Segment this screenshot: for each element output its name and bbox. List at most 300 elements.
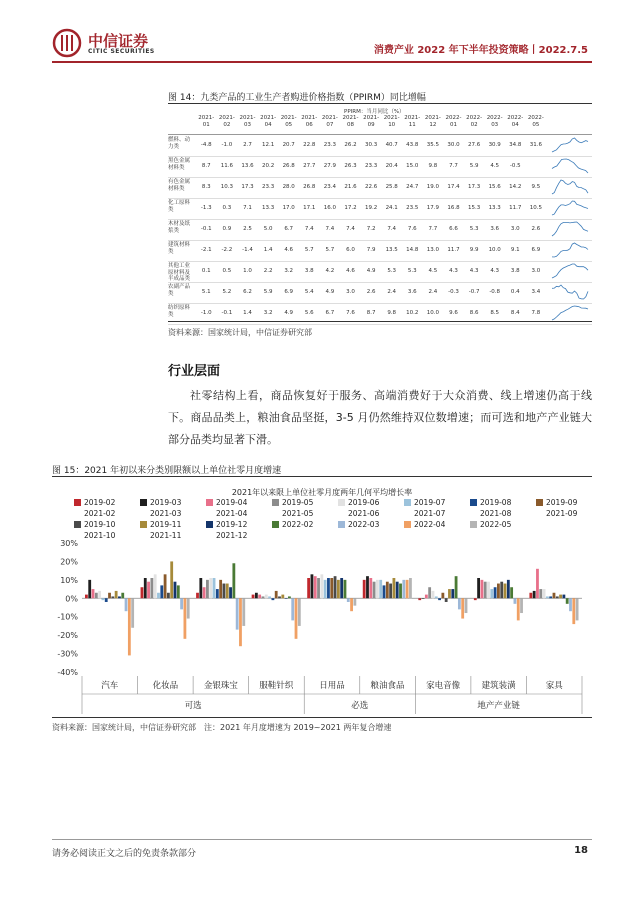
table-cell: 3.6 — [490, 226, 500, 232]
sparkline — [550, 136, 590, 154]
bar — [239, 598, 242, 646]
table-cell: 7.4 — [304, 226, 314, 232]
header-divider — [52, 61, 592, 63]
legend-item — [404, 498, 445, 507]
bar — [128, 598, 131, 655]
bar — [187, 598, 190, 618]
table-cell: 9.5 — [531, 184, 541, 190]
table-cell: 5.6 — [304, 310, 314, 316]
bar — [543, 589, 546, 598]
legend-label: 2021-10 — [84, 531, 116, 540]
table-cell: 30.9 — [488, 142, 501, 148]
legend-swatch — [404, 499, 411, 506]
legend-item — [272, 498, 313, 507]
table-cell: 7.1 — [243, 205, 252, 211]
bar — [324, 580, 327, 598]
bar — [311, 574, 314, 598]
bar — [242, 598, 245, 626]
legend-swatch — [272, 521, 279, 528]
legend-swatch — [140, 499, 147, 506]
legend-swatch — [140, 521, 147, 528]
table-cell: -2.1 — [200, 247, 212, 253]
table-cell: 3.0 — [346, 289, 355, 295]
row-label: 燃料、动力类 — [168, 137, 191, 150]
table-cell: 13.0 — [426, 247, 440, 253]
figure14-title: 图 14：九类产品的工业生产者购进价格指数（PPIRM）同比增幅 — [168, 93, 426, 103]
bar — [275, 591, 278, 598]
table-cell: -0.7 — [468, 289, 480, 295]
bar — [494, 587, 497, 598]
table-cell: 2.4 — [428, 289, 438, 295]
table-cell: 6.0 — [346, 247, 355, 253]
y-tick-label: 0% — [65, 594, 78, 604]
legend-item — [404, 509, 445, 518]
bar — [507, 580, 510, 598]
legend-swatch — [536, 499, 543, 506]
legend-swatch — [470, 521, 477, 528]
bar — [314, 576, 317, 598]
table-cell: 13.6 — [241, 163, 254, 169]
table-cell: 4.2 — [325, 268, 335, 274]
bar — [409, 578, 412, 598]
table-cell: 25.8 — [385, 184, 398, 190]
table-cell: 3.2 — [263, 310, 273, 316]
table-cell: 10.2 — [406, 310, 419, 316]
table-cell: 2.7 — [243, 142, 252, 148]
section-paragraph: 社零结构上看，商品恢复好于服务、高端消费好于大众消费、线上增速仍高于线下。商品品类上，粮油食品坚挺，3-5 月仍然维持双位数增速；而可选和地产产业链大部分品类均显著下滑。 — [168, 389, 592, 446]
table-cell: 2.5 — [243, 226, 252, 232]
bar — [455, 576, 458, 598]
bar — [111, 596, 114, 598]
bar — [438, 598, 441, 600]
y-tick-label: 20% — [60, 557, 78, 567]
table-cell: 6.7 — [284, 226, 294, 232]
bar — [278, 596, 281, 598]
group-label: 必选 — [351, 701, 369, 711]
table-cell: 8.6 — [469, 310, 479, 316]
y-tick-label: -20% — [57, 631, 78, 641]
table-row — [168, 240, 592, 262]
bar — [170, 561, 173, 598]
table-cell: 12.1 — [261, 142, 275, 148]
table-cell: -0.3 — [448, 289, 459, 295]
month-header: 2021- 03 — [239, 115, 256, 128]
table-cell: 11.7 — [447, 247, 460, 253]
table-cell: 23.4 — [323, 184, 337, 190]
bar — [487, 582, 490, 599]
sparkline — [550, 199, 590, 217]
month-header: 2022- 05 — [527, 115, 544, 128]
bar — [271, 598, 274, 600]
figure14-bottom-rule — [168, 321, 592, 322]
table-cell: 3.8 — [510, 268, 520, 274]
table-cell: 4.9 — [366, 268, 376, 274]
bar — [448, 589, 451, 598]
table-cell: 14.8 — [406, 247, 419, 253]
bar — [340, 578, 343, 598]
legend-label: 2019-12 — [216, 520, 248, 529]
bar — [288, 596, 291, 598]
table-cell: 4.6 — [284, 247, 294, 253]
legend-swatch — [140, 532, 147, 539]
figure14-table — [168, 105, 592, 320]
month-header: 2022- 02 — [466, 115, 483, 128]
table-cell: 17.9 — [426, 205, 440, 211]
bar — [184, 598, 187, 639]
table-cell: 40.7 — [385, 142, 398, 148]
figure14-month-header — [196, 115, 546, 133]
category-label: 家电音像 — [426, 681, 461, 691]
bar — [441, 593, 444, 599]
figure14-top-rule — [168, 103, 592, 104]
legend-label: 2022-04 — [414, 520, 446, 529]
table-cell: 7.4 — [346, 226, 355, 232]
table-cell: 5.7 — [325, 247, 335, 253]
legend-label: 2021-12 — [216, 531, 248, 540]
table-cell: 5.0 — [263, 226, 273, 232]
bar — [203, 587, 206, 598]
legend-swatch — [338, 521, 345, 528]
sparkline — [550, 304, 590, 322]
table-cell: 3.4 — [531, 289, 541, 295]
bar — [549, 596, 552, 598]
legend-label: 2019-10 — [84, 520, 116, 529]
table-cell: 10.5 — [529, 205, 543, 211]
table-cell: 4.6 — [346, 268, 355, 274]
table-row — [168, 261, 592, 283]
bar — [422, 598, 425, 599]
bar — [206, 580, 209, 598]
table-cell: 15.3 — [467, 205, 481, 211]
table-cell: 0.5 — [222, 268, 232, 274]
y-tick-label: 10% — [60, 575, 78, 585]
bar — [418, 598, 421, 600]
bar — [213, 578, 216, 598]
table-cell: 3.8 — [304, 268, 314, 274]
table-cell: 5.2 — [222, 289, 232, 295]
row-label: 木材及纸浆类 — [168, 221, 191, 234]
bar — [363, 580, 366, 598]
legend-label: 2021-09 — [546, 509, 578, 518]
bar — [268, 596, 271, 598]
table-cell: -0.8 — [489, 289, 501, 295]
table-cell: -4.8 — [200, 142, 212, 148]
y-tick-label: 30% — [60, 540, 78, 548]
legend-swatch — [74, 521, 81, 528]
table-cell: 8.4 — [510, 310, 520, 316]
table-cell: 10.0 — [488, 247, 501, 253]
bar — [334, 576, 337, 598]
table-cell: 9.9 — [469, 247, 479, 253]
figure15-bottom-rule — [52, 717, 592, 718]
footer-disclaimer: 请务必阅读正文之后的免责条款部分 — [52, 849, 197, 859]
table-cell: 9.1 — [510, 247, 520, 253]
legend-label: 2021-08 — [480, 509, 512, 518]
figure14-source: 资料来源：国家统计局，中信证券研究部 — [168, 328, 312, 337]
sparkline — [550, 178, 590, 196]
sparkline — [550, 220, 590, 238]
bar — [428, 587, 431, 598]
bar — [131, 598, 134, 627]
legend-swatch — [140, 510, 147, 517]
table-cell: 26.3 — [344, 163, 357, 169]
table-cell: 35.5 — [426, 142, 440, 148]
legend-item — [206, 498, 247, 507]
table-cell: 9.6 — [449, 310, 458, 316]
table-cell: 17.2 — [344, 205, 357, 211]
legend-swatch — [536, 510, 543, 517]
bar — [291, 598, 294, 620]
legend-item — [140, 520, 181, 529]
table-cell: 27.9 — [323, 163, 337, 169]
bar — [337, 580, 340, 598]
bar — [529, 593, 532, 599]
table-cell: 10.3 — [220, 184, 234, 190]
bar — [435, 596, 438, 598]
month-header: 2022- 04 — [507, 115, 524, 128]
table-cell: 23.5 — [406, 205, 419, 211]
table-cell: -1.0 — [221, 142, 233, 148]
table-cell: 1.4 — [243, 310, 252, 316]
citic-logo — [52, 28, 222, 60]
logo-cn: 中信证券 — [88, 32, 149, 50]
month-header: 2021- 04 — [260, 115, 277, 128]
sparkline — [550, 157, 590, 175]
legend-label: 2019-08 — [480, 498, 512, 507]
table-cell: 11.6 — [220, 163, 234, 169]
table-cell: 8.3 — [201, 184, 211, 190]
legend-label: 2021-02 — [84, 509, 116, 518]
legend-item — [74, 509, 115, 518]
bar — [320, 574, 323, 598]
legend-label: 2019-04 — [216, 498, 248, 507]
bar — [85, 595, 88, 599]
y-tick-label: -40% — [57, 668, 78, 677]
bar — [432, 591, 435, 598]
bar — [219, 580, 222, 598]
legend-item — [206, 531, 247, 540]
table-cell: 26.8 — [282, 163, 295, 169]
bar — [373, 582, 376, 599]
table-cell: 4.5 — [490, 163, 500, 169]
table-cell: 24.1 — [385, 205, 398, 211]
bar — [425, 595, 428, 599]
table-cell: 7.7 — [449, 163, 458, 169]
table-cell: 6.9 — [531, 247, 541, 253]
table-cell: 17.1 — [303, 205, 316, 211]
table-cell: 23.3 — [323, 142, 337, 148]
bar — [562, 595, 565, 599]
table-cell: 0.9 — [222, 226, 232, 232]
legend-label: 2019-09 — [546, 498, 578, 507]
table-cell: 4.3 — [469, 268, 479, 274]
table-cell: 43.8 — [406, 142, 419, 148]
month-header: 2022- 03 — [486, 115, 503, 128]
table-cell: -1.0 — [200, 310, 212, 316]
bar — [258, 595, 261, 599]
table-cell: 11.7 — [509, 205, 522, 211]
bar — [295, 598, 298, 639]
legend-item — [536, 509, 577, 518]
table-cell: 22.6 — [364, 184, 378, 190]
bar — [252, 595, 255, 599]
bar — [307, 578, 310, 598]
table-cell: 9.8 — [428, 163, 438, 169]
legend-label: 2019-11 — [150, 520, 182, 529]
table-cell: 26.8 — [303, 184, 316, 190]
legend-label: 2021-03 — [150, 509, 182, 518]
table-row — [168, 219, 592, 241]
table-cell: 15.0 — [406, 163, 419, 169]
bar — [226, 584, 229, 599]
table-cell: 7.9 — [366, 247, 376, 253]
bar — [445, 598, 448, 602]
table-cell: 1.0 — [243, 268, 252, 274]
bar — [95, 593, 98, 599]
table-cell: 3.0 — [531, 268, 541, 274]
month-header: 2021- 09 — [363, 115, 380, 128]
legend-label: 2021-04 — [216, 509, 248, 518]
table-cell: 7.4 — [325, 226, 335, 232]
table-cell: 3.2 — [284, 268, 294, 274]
month-header: 2021- 06 — [301, 115, 318, 128]
table-cell: 5.4 — [304, 289, 314, 295]
bar — [393, 578, 396, 598]
report-title: 消费产业 2022 年下半年投资策略丨2022.7.5 — [373, 45, 588, 56]
bar — [141, 587, 144, 598]
table-cell: 23.3 — [261, 184, 275, 190]
bar — [209, 578, 212, 598]
bar — [180, 598, 183, 609]
table-row — [168, 135, 592, 157]
table-cell: 4.9 — [284, 310, 294, 316]
bar — [500, 582, 503, 599]
bar — [383, 585, 386, 598]
table-cell: 8.5 — [490, 310, 500, 316]
row-label: 有色金属材料类 — [168, 179, 191, 192]
table-cell: 3.6 — [407, 289, 417, 295]
legend-label: 2021-07 — [414, 509, 446, 518]
y-tick-label: -10% — [57, 612, 78, 622]
group-label: 地产产业链 — [477, 701, 520, 711]
legend-swatch — [470, 499, 477, 506]
bar — [144, 578, 147, 598]
bar — [164, 574, 167, 598]
table-cell: 20.4 — [385, 163, 398, 169]
legend-label: 2021-05 — [282, 509, 314, 518]
table-cell: 4.3 — [490, 268, 500, 274]
bar — [229, 587, 232, 598]
legend-item — [404, 520, 445, 529]
row-label: 建筑材料类 — [168, 242, 191, 255]
table-cell: 10.0 — [426, 310, 440, 316]
table-cell: 27.6 — [467, 142, 481, 148]
table-cell: -0.1 — [200, 226, 212, 232]
row-label: 化工原料类 — [168, 200, 191, 213]
table-cell: 5.3 — [407, 268, 417, 274]
table-cell: 7.8 — [531, 310, 541, 316]
bar — [490, 589, 493, 598]
table-cell: 6.2 — [243, 289, 252, 295]
legend-swatch — [74, 532, 81, 539]
table-cell: 0.3 — [222, 205, 232, 211]
month-header: 2021- 11 — [404, 115, 421, 128]
legend-item — [74, 531, 115, 540]
bar — [539, 589, 542, 598]
table-cell: 2.6 — [366, 289, 376, 295]
bar — [154, 574, 157, 598]
bar — [147, 582, 150, 599]
bar — [102, 598, 105, 600]
bar — [92, 589, 95, 598]
table-cell: 34.8 — [509, 142, 522, 148]
bar — [514, 598, 517, 604]
table-cell: 17.0 — [282, 205, 295, 211]
bar — [265, 595, 268, 599]
bar — [389, 584, 392, 599]
table-cell: -2.2 — [221, 247, 233, 253]
table-cell: 5.9 — [263, 289, 273, 295]
bar — [174, 582, 177, 599]
bar — [125, 598, 128, 611]
table-cell: 30.3 — [364, 142, 378, 148]
legend-swatch — [404, 521, 411, 528]
table-cell: 7.6 — [407, 226, 417, 232]
legend-swatch — [338, 499, 345, 506]
table-cell: 5.3 — [387, 268, 397, 274]
legend-item — [206, 520, 247, 529]
legend-item — [470, 509, 511, 518]
table-cell: 4.9 — [325, 289, 335, 295]
chart-title: 2021年以来限上单位社零月度两年几何平均增长率 — [231, 488, 413, 497]
bar — [484, 582, 487, 599]
bar — [497, 584, 500, 599]
legend-swatch — [272, 499, 279, 506]
bar — [350, 598, 353, 611]
bar — [298, 598, 301, 626]
bar — [330, 578, 333, 598]
bar — [556, 596, 559, 598]
bar — [160, 585, 163, 598]
bar — [281, 595, 284, 599]
table-cell: 17.3 — [241, 184, 254, 190]
table-cell: -0.1 — [221, 310, 233, 316]
legend-item — [272, 520, 313, 529]
group-label: 可选 — [184, 701, 202, 711]
table-cell: 19.2 — [364, 205, 378, 211]
category-label: 汽车 — [101, 681, 119, 691]
category-label: 家具 — [545, 681, 563, 691]
table-row — [168, 198, 592, 220]
bar — [399, 584, 402, 599]
table-cell: 13.3 — [261, 205, 275, 211]
bar — [379, 580, 382, 598]
bar — [199, 578, 202, 598]
legend-item — [470, 498, 511, 507]
table-cell: 5.3 — [469, 226, 479, 232]
legend-item — [140, 509, 181, 518]
bar — [177, 585, 180, 598]
category-label: 化妆品 — [152, 681, 179, 691]
bar — [366, 576, 369, 598]
legend-item — [206, 509, 247, 518]
bar — [504, 584, 507, 599]
category-label: 日用品 — [319, 681, 345, 691]
table-cell: 5.9 — [469, 163, 479, 169]
figure15-title: 图 15：2021 年初以来分类别限额以上单位社零月度增速 — [52, 466, 282, 476]
table-cell: 7.6 — [346, 310, 355, 316]
legend-label: 2019-03 — [150, 498, 182, 507]
